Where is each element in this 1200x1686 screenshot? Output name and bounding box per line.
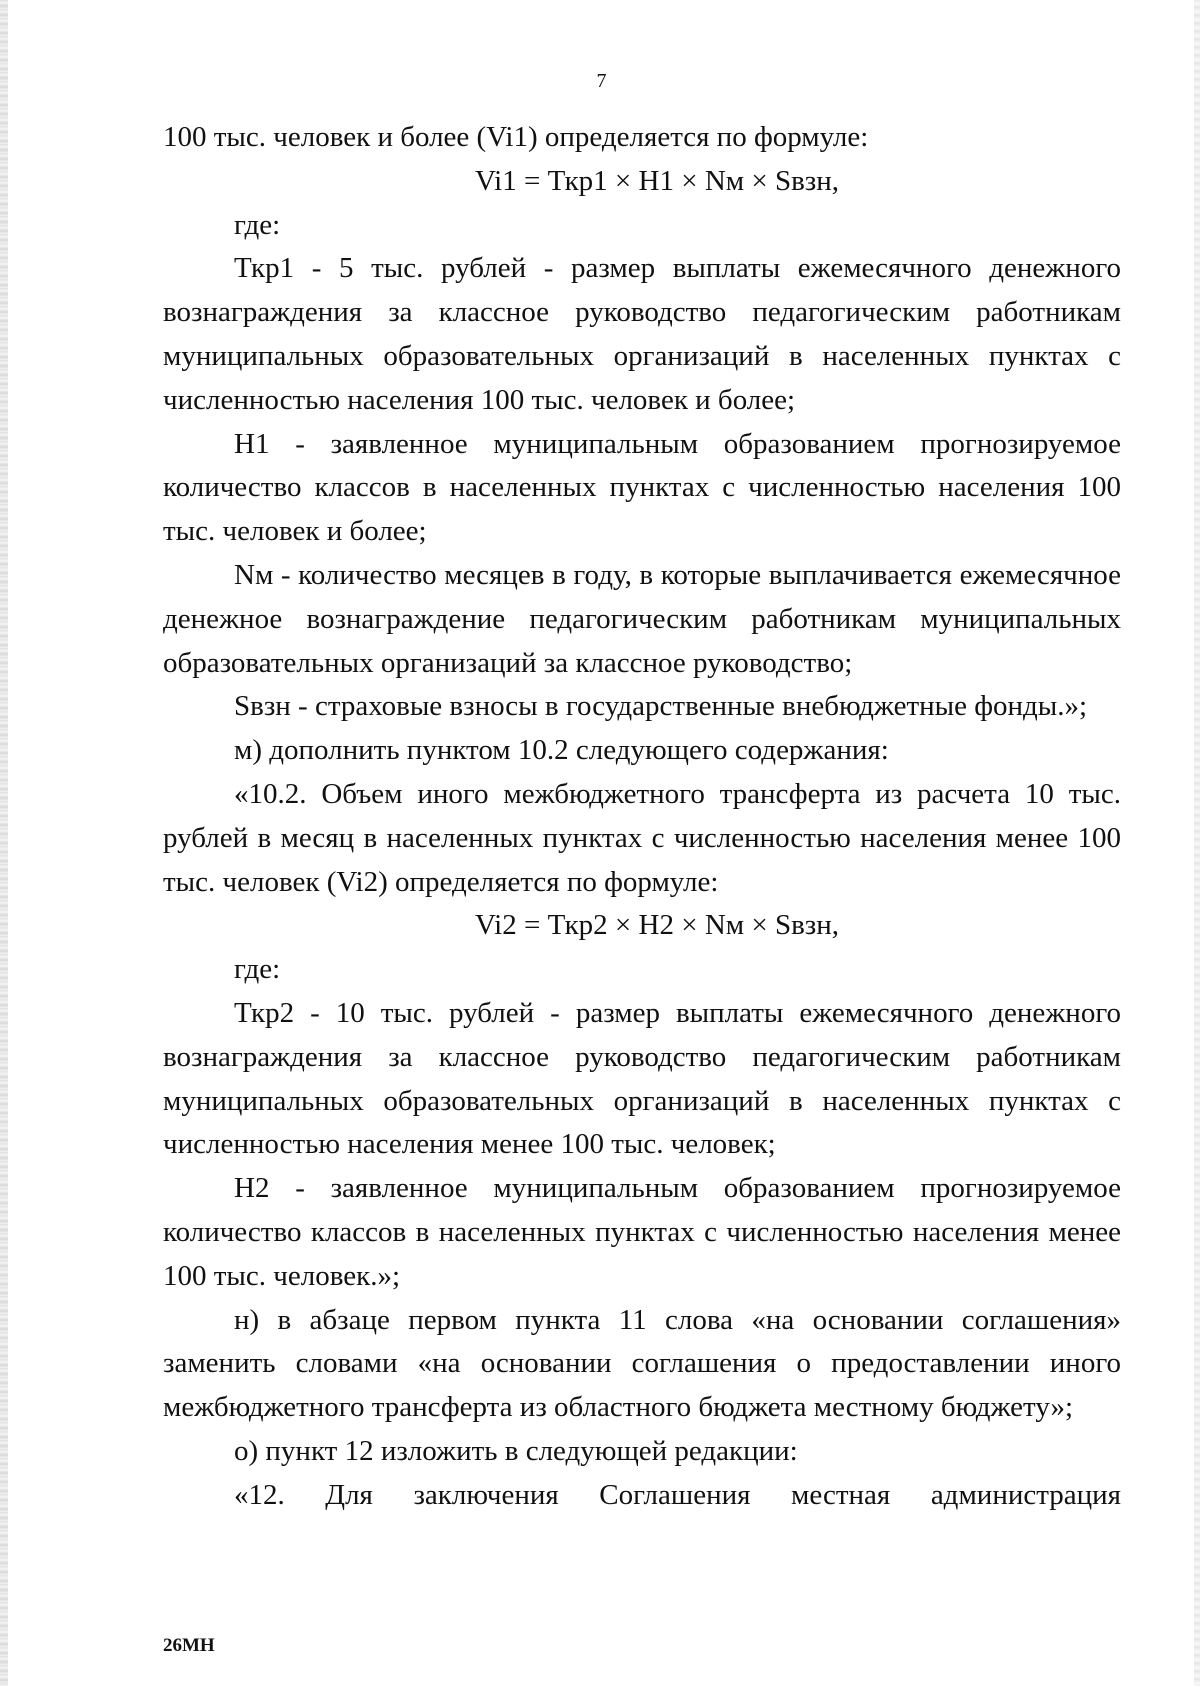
paragraph-where-2: где: xyxy=(234,953,281,986)
document-body xyxy=(163,116,1121,1518)
paragraph-10-2: «10.2. Объем иного межбюджетного трансферта из расчета 10 тыс. рублей в месяц в населенных пунктах с численностью населения менее 100 тыс. человек (Vi2) определяется по формуле: xyxy=(163,777,1121,898)
paragraph-item-m: м) дополнить пунктом 10.2 следующего содержания: xyxy=(234,734,889,767)
paragraph-svzn: Sвзн - страховые взносы в государственные внебюджетные фонды.»; xyxy=(234,690,1088,723)
paragraph-item-o: о) пункт 12 изложить в следующей редакции: xyxy=(234,1434,798,1467)
paragraph-tkr2: Ткр2 - 10 тыс. рублей - размер выплаты ежемесячного денежного вознаграждения за классное руководство педагогическим работникам муниципальных образовательных организаций в населенных пунктах с численностью населения менее 100 тыс. человек; xyxy=(163,996,1121,1161)
paragraph-n1: Н1 - заявленное муниципальным образованием прогнозируемое количество классов в населенных пунктах с численностью населения 100 тыс. человек и более; xyxy=(163,427,1121,548)
formula-vi1: Vi1 = Ткр1 × Н1 × Nм × Sвзн, xyxy=(474,164,840,197)
paragraph-item-n: н) в абзаце первом пункта 11 слова «на основании соглашения» заменить словами «на основании соглашения о предоставлении иного межбюджетного трансферта из областного бюджета местному бюджету»; xyxy=(163,1303,1121,1424)
paragraph-where-1: где: xyxy=(234,208,281,241)
paragraph-12-start: «12. Для заключения Соглашения местная администрация xyxy=(234,1478,1121,1511)
page-number: 7 xyxy=(596,70,607,92)
paragraph-nm: Nм - количество месяцев в году, в которые выплачивается ежемесячное денежное вознаграждение педагогическим работникам муниципальных образовательных организаций за классное руководство; xyxy=(163,558,1121,679)
paragraph-tkr1: Ткр1 - 5 тыс. рублей - размер выплаты ежемесячного денежного вознаграждения за классное руководство педагогическим работникам муниципальных образовательных организаций в населенных пунктах с численностью населения 100 тыс. человек и более; xyxy=(163,252,1121,416)
scan-edge-right xyxy=(1194,0,1200,1686)
paragraph-n2: Н2 - заявленное муниципальным образованием прогнозируемое количество классов в населенных пунктах с численностью населения менее 100 тыс. человек.»; xyxy=(163,1172,1121,1292)
footer-document-code: 26МН xyxy=(163,1635,215,1656)
scan-edge-left xyxy=(0,0,8,1686)
formula-vi2: Vi2 = Ткр2 × Н2 × Nм × Sвзн, xyxy=(474,909,840,942)
paragraph-intro: 100 тыс. человек и более (Vi1) определяется по формуле: xyxy=(163,121,869,153)
